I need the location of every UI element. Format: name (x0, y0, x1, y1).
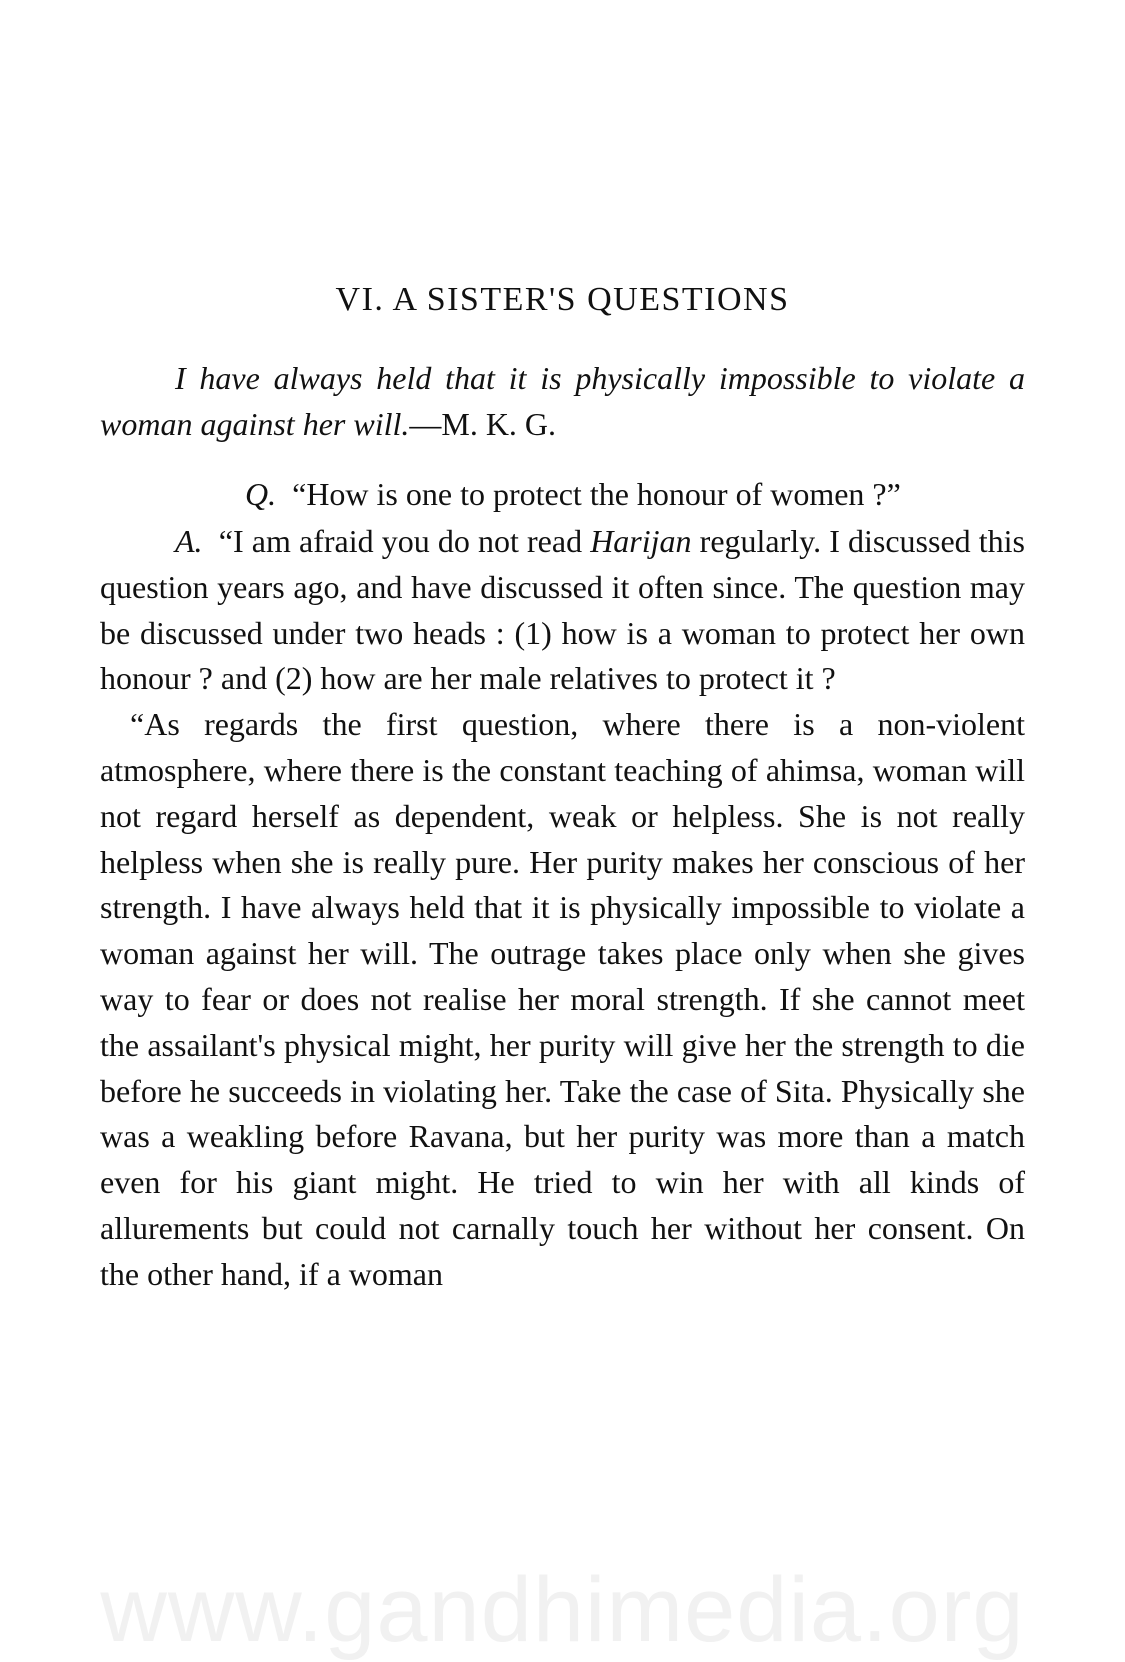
epigraph-attribution: —M. K. G. (409, 406, 557, 442)
body-text (100, 476, 1025, 1298)
question-paragraph (100, 476, 1025, 513)
body-paragraph: “As regards the first question, where there is a non-violent atmosphere, where there is the constant teaching of ahimsa, woman will not regard herself as dependent, weak or helpless. She is not really helpless when she is really pure. Her purity makes her conscious of her strength. I have always held that it is physically impossible to violate a woman against her will. The outrage takes place only when she gives way to fear or does not realise her moral strength. If she cannot meet the assailant's physical might, her purity will give her the strength to die before he succeeds in violating her. Take the case of Sita. Physically she was a weakling before Ravana, but her purity was more than a match even for his giant might. He tried to win her with all kinds of allurements but could not carnally touch her without her consent. On the other hand, if a woman (100, 706, 1025, 1292)
question-text: “How is one to protect the honour of women ?” (292, 476, 901, 512)
answer-text-before: “I am afraid you do not read (218, 523, 591, 559)
watermark-text: www.gandhimedia.org (100, 1559, 1025, 1661)
answer-italic-word: Harijan (590, 523, 692, 559)
answer-marker: A. (175, 523, 203, 559)
question-marker: Q. (245, 476, 277, 512)
answer-paragraph (100, 519, 1025, 702)
answer-text-after: regularly. I discussed this question years ago, and have discussed it often since. The question may be discussed under two heads : (1) how is a woman to protect her own honour ? and (2) how are her male relatives to protect it ? (100, 523, 1025, 697)
chapter-title: VI. A SISTER'S QUESTIONS (335, 281, 790, 318)
epigraph-quote: I have always held that it is physically impossible to violate a woman against her will. (100, 360, 1025, 442)
epigraph (100, 355, 1025, 447)
